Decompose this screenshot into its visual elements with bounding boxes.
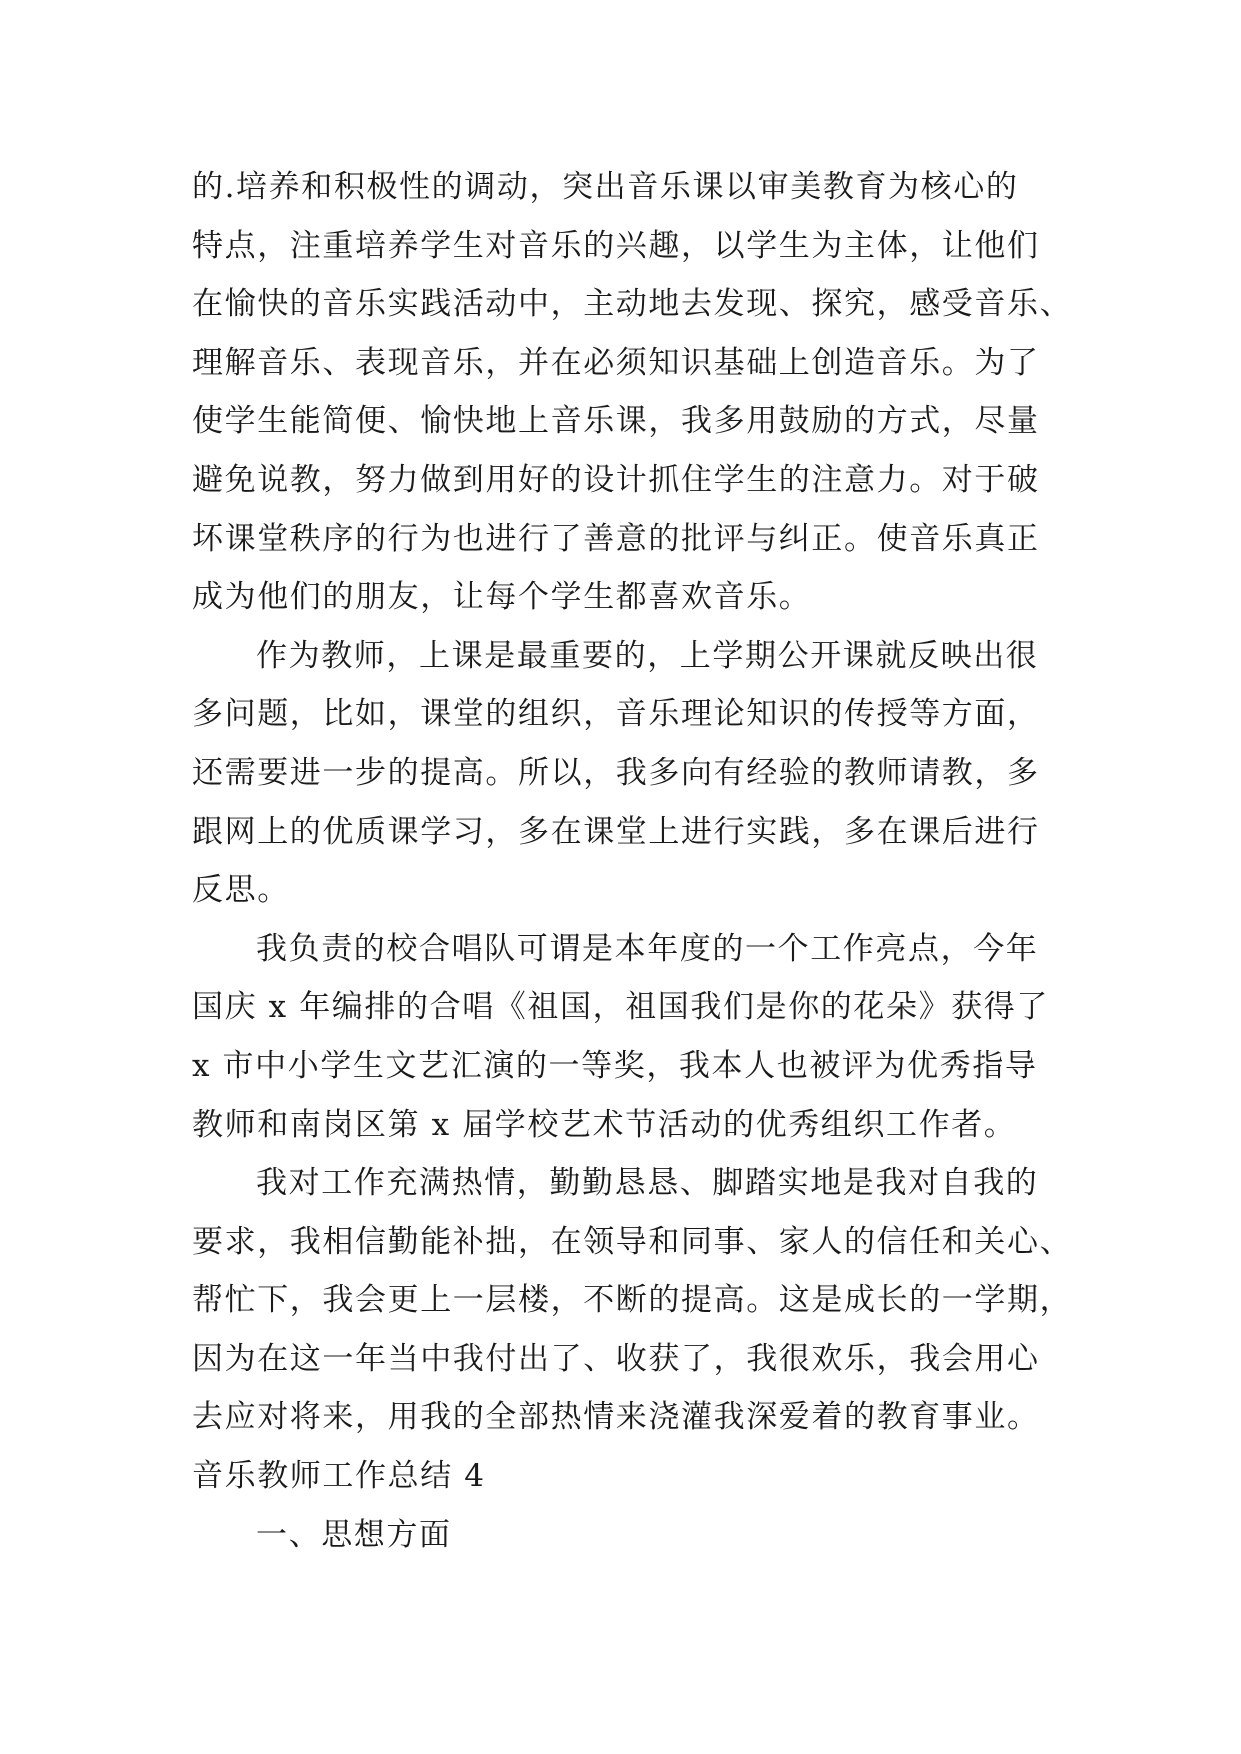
text-line: 因为在这一年当中我付出了、收获了，我很欢乐，我会用心: [192, 1340, 1040, 1377]
text-line: x 市中小学生文艺汇演的一等奖，我本人也被评为优秀指导: [192, 1047, 1038, 1084]
text-line: 去应对将来，用我的全部热情来浇灌我深爱着的教育事业。: [192, 1399, 1040, 1436]
text-line: 避免说教，努力做到用好的设计抓住学生的注意力。对于破: [192, 461, 1040, 498]
text-line: 使学生能简便、愉快地上音乐课，我多用鼓励的方式，尽量: [192, 403, 1040, 440]
text-line: 跟网上的优质课学习，多在课堂上进行实践，多在课后进行: [192, 813, 1040, 850]
text-line: 帮忙下，我会更上一层楼，不断的提高。这是成长的一学期，: [192, 1282, 1073, 1319]
text-line: 还需要进一步的提高。所以，我多向有经验的教师请教，多: [192, 754, 1040, 791]
text-line: 教师和南岗区第 x 届学校艺术节活动的优秀组织工作者。: [192, 1106, 1017, 1143]
document-body: [192, 158, 1072, 1564]
text-line: 音乐教师工作总结 4: [192, 1458, 486, 1495]
text-line: 的.培养和积极性的调动，突出音乐课以审美教育为核心的: [192, 169, 1019, 205]
text-line: 多问题，比如，课堂的组织，音乐理论知识的传授等方面，: [192, 696, 1040, 733]
text-line: 成为他们的朋友，让每个学生都喜欢音乐。: [192, 579, 812, 616]
text-line: 国庆 x 年编排的合唱《祖国，祖国我们是你的花朵》获得了: [192, 989, 1049, 1026]
text-line: 在愉快的音乐实践活动中，主动地去发现、探究，感受音乐、: [192, 286, 1073, 323]
text-line: 我对工作充满热情，勤勤恳恳、脚踏实地是我对自我的: [256, 1165, 1039, 1202]
text-line: 特点，注重培养学生对音乐的兴趣，以学生为主体，让他们: [192, 227, 1040, 264]
text-line: 一、思想方面: [256, 1516, 452, 1553]
text-line: 我负责的校合唱队可谓是本年度的一个工作亮点，今年: [256, 930, 1039, 967]
text-line: 理解音乐、表现音乐，并在必须知识基础上创造音乐。为了: [192, 344, 1040, 381]
text-line: 要求，我相信勤能补拙，在领导和同事、家人的信任和关心、: [192, 1223, 1073, 1260]
text-line: 坏课堂秩序的行为也进行了善意的批评与纠正。使音乐真正: [192, 520, 1040, 557]
text-line: 反思。: [192, 872, 290, 909]
text-line: 作为教师，上课是最重要的，上学期公开课就反映出很: [256, 637, 1039, 674]
